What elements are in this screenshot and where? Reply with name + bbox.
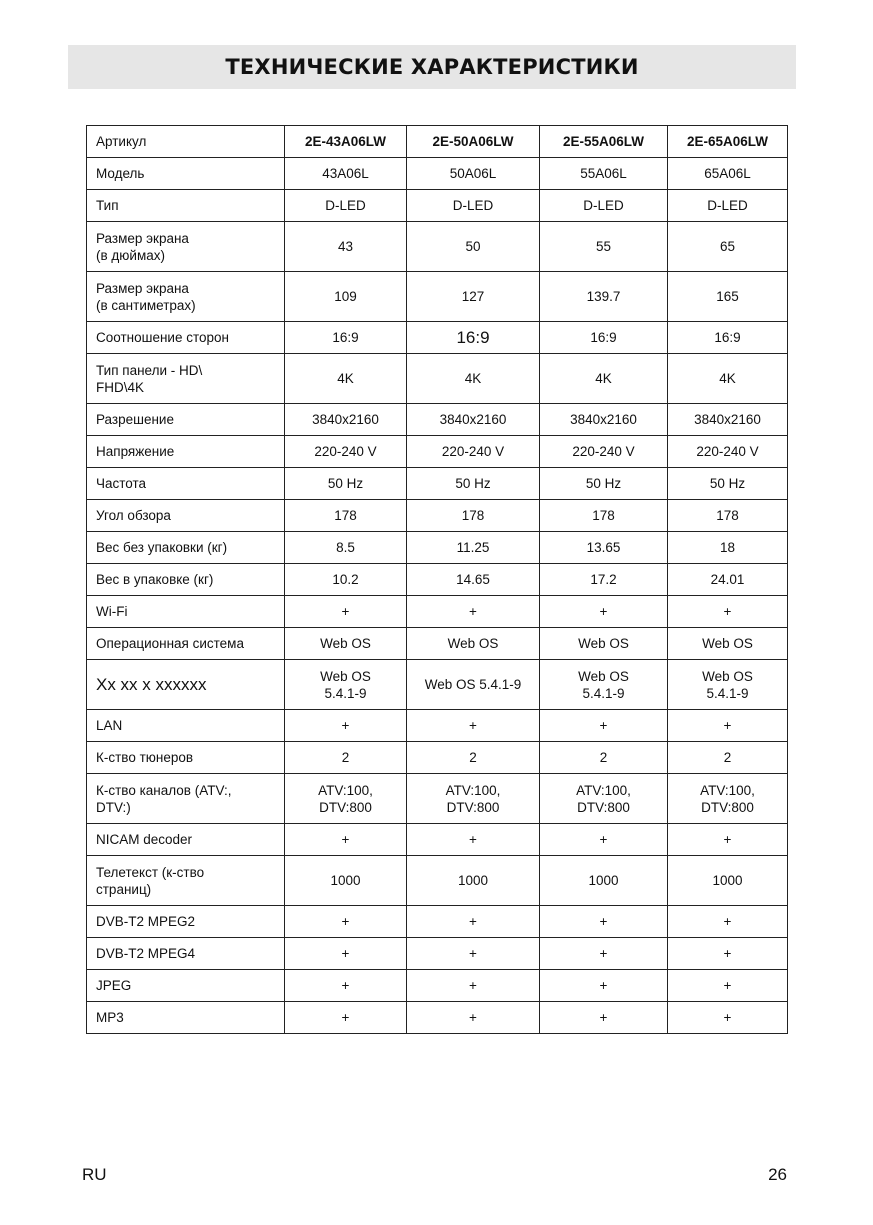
table-row: [87, 596, 788, 628]
value-cell: 178: [285, 500, 407, 532]
value-cell: +: [407, 938, 540, 970]
row-label: Разрешение: [87, 404, 285, 436]
value-cell: +: [540, 938, 668, 970]
value-cell: +: [407, 596, 540, 628]
value-cell: 2: [285, 742, 407, 774]
table-row: [87, 970, 788, 1002]
value-cell: 50 Hz: [285, 468, 407, 500]
specs-table: [86, 125, 788, 1034]
table-row: [87, 1002, 788, 1034]
value-cell: 1000: [540, 856, 668, 906]
row-label: Частота: [87, 468, 285, 500]
table-row: [87, 436, 788, 468]
row-label: Wi-Fi: [87, 596, 285, 628]
value-cell: +: [407, 906, 540, 938]
value-cell: ATV:100, DTV:800: [407, 774, 540, 824]
value-cell: +: [668, 970, 788, 1002]
value-cell: +: [407, 1002, 540, 1034]
table-row: [87, 742, 788, 774]
value-cell: +: [540, 596, 668, 628]
value-cell: +: [285, 1002, 407, 1034]
title-banner: [68, 45, 796, 89]
table-row: [87, 404, 788, 436]
value-cell: 3840x2160: [668, 404, 788, 436]
row-label: Размер экрана (в сантиметрах): [87, 272, 285, 322]
table-row: [87, 628, 788, 660]
value-cell: 220-240 V: [285, 436, 407, 468]
specs-table-body: [87, 158, 788, 1034]
value-cell: 4K: [540, 354, 668, 404]
value-cell: 16:9: [540, 322, 668, 354]
value-cell: 8.5: [285, 532, 407, 564]
value-cell: 16:9: [285, 322, 407, 354]
value-cell: D-LED: [285, 190, 407, 222]
value-cell: ATV:100, DTV:800: [285, 774, 407, 824]
value-cell: Web OS 5.4.1-9: [407, 660, 540, 710]
value-cell: D-LED: [540, 190, 668, 222]
column-header: 2E-65A06LW: [668, 126, 788, 158]
value-cell: 24.01: [668, 564, 788, 596]
value-cell: +: [540, 824, 668, 856]
value-cell: Web OS 5.4.1-9: [668, 660, 788, 710]
row-label: NICAM decoder: [87, 824, 285, 856]
value-cell: 17.2: [540, 564, 668, 596]
value-cell: 2: [668, 742, 788, 774]
row-label: MP3: [87, 1002, 285, 1034]
value-cell: 1000: [407, 856, 540, 906]
value-cell: Web OS: [668, 628, 788, 660]
language-code: RU: [82, 1165, 107, 1184]
value-cell: Web OS 5.4.1-9: [540, 660, 668, 710]
value-cell: 43A06L: [285, 158, 407, 190]
column-header: 2E-50A06LW: [407, 126, 540, 158]
table-row: [87, 532, 788, 564]
value-cell: +: [668, 938, 788, 970]
row-label: Хх хх х хххххх: [87, 660, 285, 710]
value-cell: +: [668, 906, 788, 938]
row-label: Угол обзора: [87, 500, 285, 532]
value-cell: 50: [407, 222, 540, 272]
value-cell: 2: [407, 742, 540, 774]
column-header: 2E-43A06LW: [285, 126, 407, 158]
table-row: [87, 500, 788, 532]
value-cell: D-LED: [668, 190, 788, 222]
row-label: Тип: [87, 190, 285, 222]
row-label: Вес в упаковке (кг): [87, 564, 285, 596]
value-cell: ATV:100, DTV:800: [540, 774, 668, 824]
table-row: [87, 190, 788, 222]
value-cell: +: [668, 1002, 788, 1034]
table-row: [87, 564, 788, 596]
value-cell: +: [540, 970, 668, 1002]
value-cell: 65: [668, 222, 788, 272]
value-cell: 178: [540, 500, 668, 532]
value-cell: ATV:100, DTV:800: [668, 774, 788, 824]
value-cell: 4K: [407, 354, 540, 404]
value-cell: +: [540, 1002, 668, 1034]
value-cell: 220-240 V: [668, 436, 788, 468]
value-cell: 220-240 V: [540, 436, 668, 468]
row-label: LAN: [87, 710, 285, 742]
value-cell: 11.25: [407, 532, 540, 564]
value-cell: 50 Hz: [407, 468, 540, 500]
row-label: Размер экрана (в дюймах): [87, 222, 285, 272]
table-row: [87, 710, 788, 742]
value-cell: 4K: [668, 354, 788, 404]
value-cell: 2: [540, 742, 668, 774]
value-cell: +: [285, 710, 407, 742]
value-cell: +: [540, 906, 668, 938]
value-cell: 16:9: [407, 322, 540, 354]
row-label: Телетекст (к-ство страниц): [87, 856, 285, 906]
value-cell: 178: [668, 500, 788, 532]
row-label: Тип панели - HD\ FHD\4K: [87, 354, 285, 404]
value-cell: 139.7: [540, 272, 668, 322]
value-cell: 13.65: [540, 532, 668, 564]
value-cell: Web OS 5.4.1-9: [285, 660, 407, 710]
value-cell: 55A06L: [540, 158, 668, 190]
value-cell: +: [407, 970, 540, 1002]
row-label: К-ство тюнеров: [87, 742, 285, 774]
row-label: Напряжение: [87, 436, 285, 468]
value-cell: D-LED: [407, 190, 540, 222]
table-row: [87, 354, 788, 404]
value-cell: 43: [285, 222, 407, 272]
table-row: [87, 938, 788, 970]
column-header: 2E-55A06LW: [540, 126, 668, 158]
value-cell: 220-240 V: [407, 436, 540, 468]
row-label: DVB-T2 MPEG4: [87, 938, 285, 970]
row-label: Соотношение сторон: [87, 322, 285, 354]
header-label-cell: Артикул: [87, 126, 285, 158]
table-row: [87, 272, 788, 322]
value-cell: 14.65: [407, 564, 540, 596]
value-cell: 50 Hz: [668, 468, 788, 500]
table-row: [87, 660, 788, 710]
value-cell: 4K: [285, 354, 407, 404]
value-cell: +: [407, 710, 540, 742]
page-number: 26: [768, 1165, 787, 1184]
value-cell: 165: [668, 272, 788, 322]
value-cell: +: [285, 596, 407, 628]
value-cell: 50 Hz: [540, 468, 668, 500]
value-cell: 16:9: [668, 322, 788, 354]
table-row: [87, 856, 788, 906]
value-cell: 1000: [668, 856, 788, 906]
value-cell: +: [285, 938, 407, 970]
value-cell: +: [668, 710, 788, 742]
value-cell: 127: [407, 272, 540, 322]
table-row: [87, 468, 788, 500]
value-cell: 3840x2160: [285, 404, 407, 436]
value-cell: +: [668, 596, 788, 628]
value-cell: 3840x2160: [407, 404, 540, 436]
table-row: [87, 774, 788, 824]
value-cell: 1000: [285, 856, 407, 906]
value-cell: Web OS: [407, 628, 540, 660]
table-row: [87, 158, 788, 190]
row-label: DVB-T2 MPEG2: [87, 906, 285, 938]
value-cell: Web OS: [285, 628, 407, 660]
row-label: Вес без упаковки (кг): [87, 532, 285, 564]
value-cell: 18: [668, 532, 788, 564]
table-row: [87, 322, 788, 354]
value-cell: 55: [540, 222, 668, 272]
value-cell: +: [285, 970, 407, 1002]
row-label: Модель: [87, 158, 285, 190]
value-cell: +: [407, 824, 540, 856]
page-title: ТЕХНИЧЕСКИЕ ХАРАКТЕРИСТИКИ: [225, 55, 639, 79]
value-cell: 10.2: [285, 564, 407, 596]
table-row: [87, 906, 788, 938]
value-cell: +: [285, 824, 407, 856]
row-label: К-ство каналов (ATV:, DTV:): [87, 774, 285, 824]
table-header-row: [87, 126, 788, 158]
value-cell: Web OS: [540, 628, 668, 660]
value-cell: 3840x2160: [540, 404, 668, 436]
row-label: Операционная система: [87, 628, 285, 660]
value-cell: 109: [285, 272, 407, 322]
value-cell: 65A06L: [668, 158, 788, 190]
value-cell: +: [668, 824, 788, 856]
row-label: JPEG: [87, 970, 285, 1002]
table-row: [87, 824, 788, 856]
value-cell: +: [285, 906, 407, 938]
value-cell: 178: [407, 500, 540, 532]
value-cell: +: [540, 710, 668, 742]
value-cell: 50A06L: [407, 158, 540, 190]
table-row: [87, 222, 788, 272]
